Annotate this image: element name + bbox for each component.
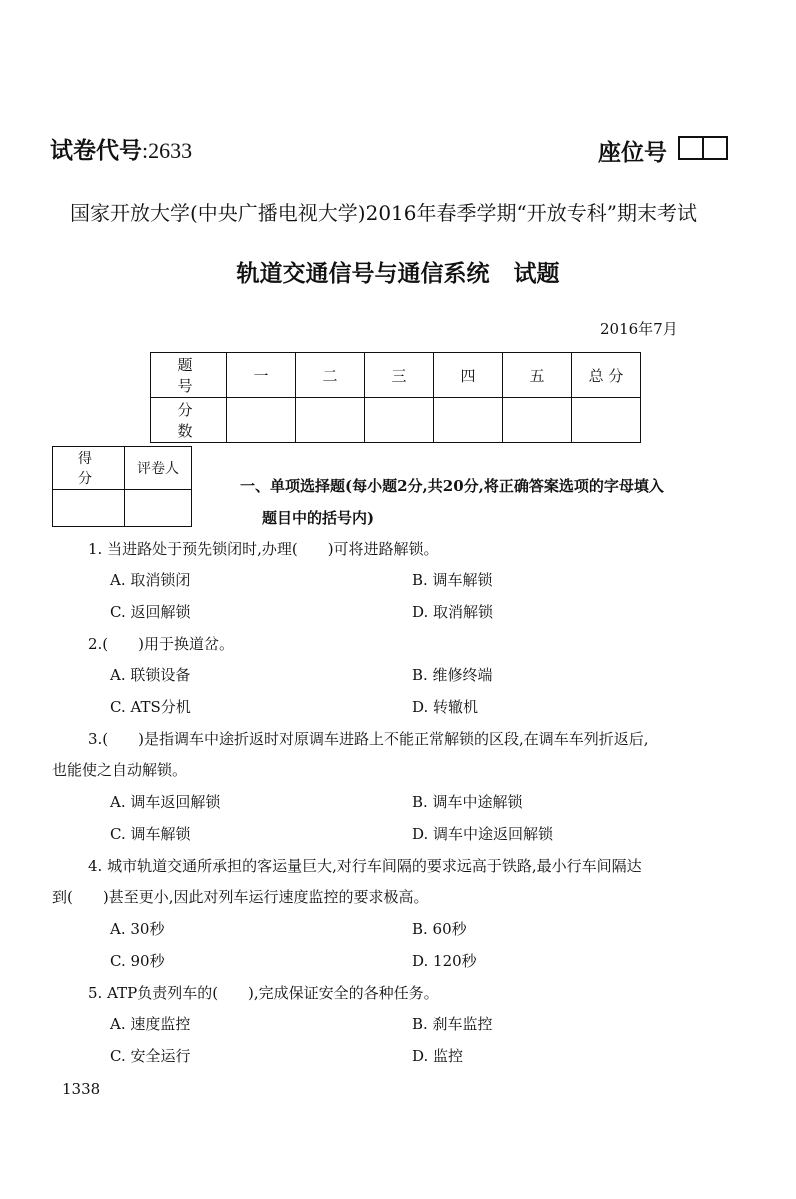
option-a: A. 速度监控 — [110, 1015, 191, 1033]
score-table-cell: 一 — [227, 353, 296, 398]
option-b: B. 60秒 — [412, 920, 467, 938]
exam-date: 2016年7月 — [600, 320, 678, 338]
option-b: B. 维修终端 — [412, 666, 493, 684]
grader-score-label: 得 分 — [53, 447, 125, 490]
exam-code-value: :2633 — [142, 138, 193, 163]
question-stem: 5. ATP负责列车的( ),完成保证安全的各种任务。 — [88, 984, 439, 1002]
grader-name-entry[interactable] — [125, 490, 192, 527]
section-heading-line2: 题目中的括号内) — [262, 509, 375, 527]
question-stem: 2.( )用于换道岔。 — [88, 635, 235, 653]
option-a: A. 调车返回解锁 — [110, 793, 221, 811]
score-entry-cell[interactable] — [227, 398, 296, 443]
option-c: C. 调车解锁 — [110, 825, 191, 843]
score-table-cell: 总 分 — [572, 353, 641, 398]
score-table-cell: 三 — [365, 353, 434, 398]
exam-title — [0, 255, 796, 288]
grader-table — [52, 446, 192, 527]
seat-number-label: 座位号 — [598, 140, 667, 166]
score-entry-cell[interactable] — [296, 398, 365, 443]
option-d: D. 调车中途返回解锁 — [412, 825, 554, 843]
question-stem-continued: 也能使之自动解锁。 — [52, 761, 188, 779]
option-c: C. 安全运行 — [110, 1047, 191, 1065]
option-a: A. 取消锁闭 — [110, 571, 191, 589]
score-table-cell: 二 — [296, 353, 365, 398]
grader-name-label: 评卷人 — [125, 447, 192, 490]
question-stem: 1. 当进路处于预先锁闭时,办理( )可将进路解锁。 — [88, 540, 439, 558]
option-d: D. 转辙机 — [412, 698, 479, 716]
score-table-cell: 分 数 — [151, 398, 227, 443]
question-stem: 4. 城市轨道交通所承担的客运量巨大,对行车间隔的要求远高于铁路,最小行车间隔达 — [88, 857, 642, 875]
option-b: B. 调车解锁 — [412, 571, 493, 589]
option-a: A. 30秒 — [110, 920, 165, 938]
exam-title-main: 轨道交通信号与通信系统 — [236, 261, 490, 287]
exam-code — [50, 132, 192, 165]
score-entry-cell[interactable] — [572, 398, 641, 443]
score-table-cell: 五 — [503, 353, 572, 398]
option-d: D. 120秒 — [412, 952, 477, 970]
score-table — [150, 352, 641, 443]
seat-number-boxes[interactable] — [678, 136, 728, 160]
option-d: D. 取消解锁 — [412, 603, 494, 621]
score-table-cell: 题 号 — [151, 353, 227, 398]
exam-title-suffix: 试题 — [513, 261, 560, 287]
exam-code-label: 试卷代号 — [50, 138, 142, 164]
option-b: B. 刹车监控 — [412, 1015, 493, 1033]
option-c: C. 90秒 — [110, 952, 165, 970]
question-stem-continued: 到( )甚至更小,因此对列车运行速度监控的要求极高。 — [52, 888, 429, 906]
option-a: A. 联锁设备 — [110, 666, 191, 684]
grader-score-entry[interactable] — [53, 490, 125, 527]
option-c: C. 返回解锁 — [110, 603, 191, 621]
score-entry-cell[interactable] — [503, 398, 572, 443]
question-stem: 3.( )是指调车中途折返时对原调车进路上不能正常解锁的区段,在调车车列折返后, — [88, 730, 649, 748]
section-heading-line1: 一、单项选择题(每小题2分,共20分,将正确答案选项的字母填入 — [240, 477, 664, 495]
score-table-header-row — [151, 353, 641, 398]
score-table-score-row — [151, 398, 641, 443]
score-table-cell: 四 — [434, 353, 503, 398]
score-entry-cell[interactable] — [434, 398, 503, 443]
page-number: 1338 — [62, 1080, 101, 1098]
option-b: B. 调车中途解锁 — [412, 793, 523, 811]
score-entry-cell[interactable] — [365, 398, 434, 443]
organization-line: 国家开放大学(中央广播电视大学)2016年春季学期“开放专科”期末考试 — [70, 201, 697, 225]
option-c: C. ATS分机 — [110, 698, 191, 716]
option-d: D. 监控 — [412, 1047, 464, 1065]
section-heading — [240, 470, 740, 534]
